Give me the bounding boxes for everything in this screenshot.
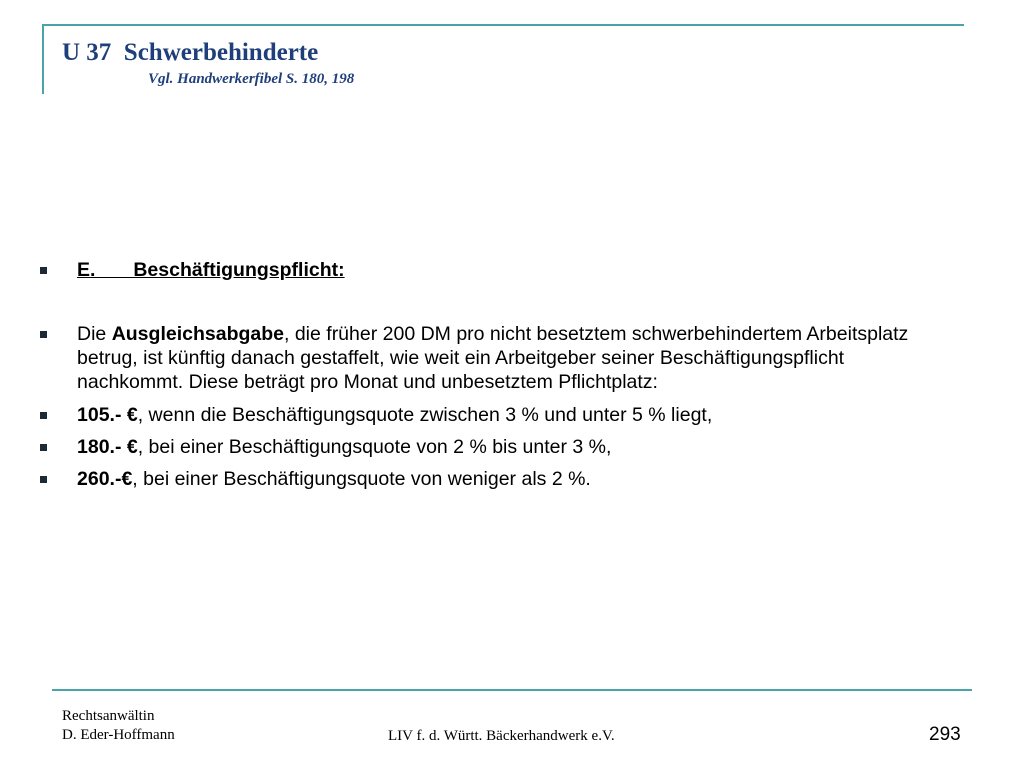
- slide-title: U 37 Schwerbehinderte: [62, 39, 319, 66]
- list-item-rate: [40, 435, 940, 459]
- slide-subtitle: Vgl. Handwerkerfibel S. 180, 198: [148, 71, 355, 87]
- footer-author-title: Rechtsanwältin: [62, 708, 155, 724]
- intro-text-post: , die früher 200 DM pro nicht besetztem schwerbehindertem Arbeitsplatz betrug, ist künftig danach gestaffelt, wie weit ein Arbeitgeber seiner Beschäftigungspflicht nachkommt. Diese beträgt pro Monat und unbesetztem Pflichtplatz:: [77, 323, 909, 393]
- footer-rule: [52, 689, 972, 691]
- bullet-icon: [40, 476, 47, 483]
- intro-text-pre: Die: [77, 323, 112, 345]
- footer-organization: LIV f. d. Württ. Bäckerhandwerk e.V.: [388, 728, 615, 744]
- section-heading: E. Beschäftigungspflicht:: [77, 259, 345, 281]
- footer-author: [62, 707, 175, 745]
- bullet-icon: [40, 412, 47, 419]
- rate-text: , bei einer Beschäftigungsquote von 2 % bis unter 3 %,: [137, 436, 612, 458]
- header: [62, 38, 354, 89]
- header-rule: [42, 24, 964, 26]
- list-item-intro: [40, 322, 940, 394]
- page-number: 293: [929, 724, 961, 745]
- rate-amount: 105.- €: [77, 404, 138, 426]
- list-item-rate: [40, 403, 940, 427]
- bullet-icon: [40, 331, 47, 338]
- bullet-icon: [40, 267, 47, 274]
- rate-text: , bei einer Beschäftigungsquote von weniger als 2 %.: [132, 468, 591, 490]
- bullet-icon: [40, 444, 47, 451]
- header-side-rule: [42, 24, 44, 94]
- list-item-section-heading: [40, 258, 940, 282]
- footer-author-name: D. Eder-Hoffmann: [62, 727, 175, 743]
- rate-amount: 180.- €: [77, 436, 138, 458]
- rate-text: , wenn die Beschäftigungsquote zwischen 3 % und unter 5 % liegt,: [137, 404, 713, 426]
- slide-body: [40, 258, 940, 499]
- list-item-rate: [40, 467, 940, 491]
- intro-term: Ausgleichsabgabe: [111, 323, 284, 345]
- rate-amount: 260.-€: [77, 468, 133, 490]
